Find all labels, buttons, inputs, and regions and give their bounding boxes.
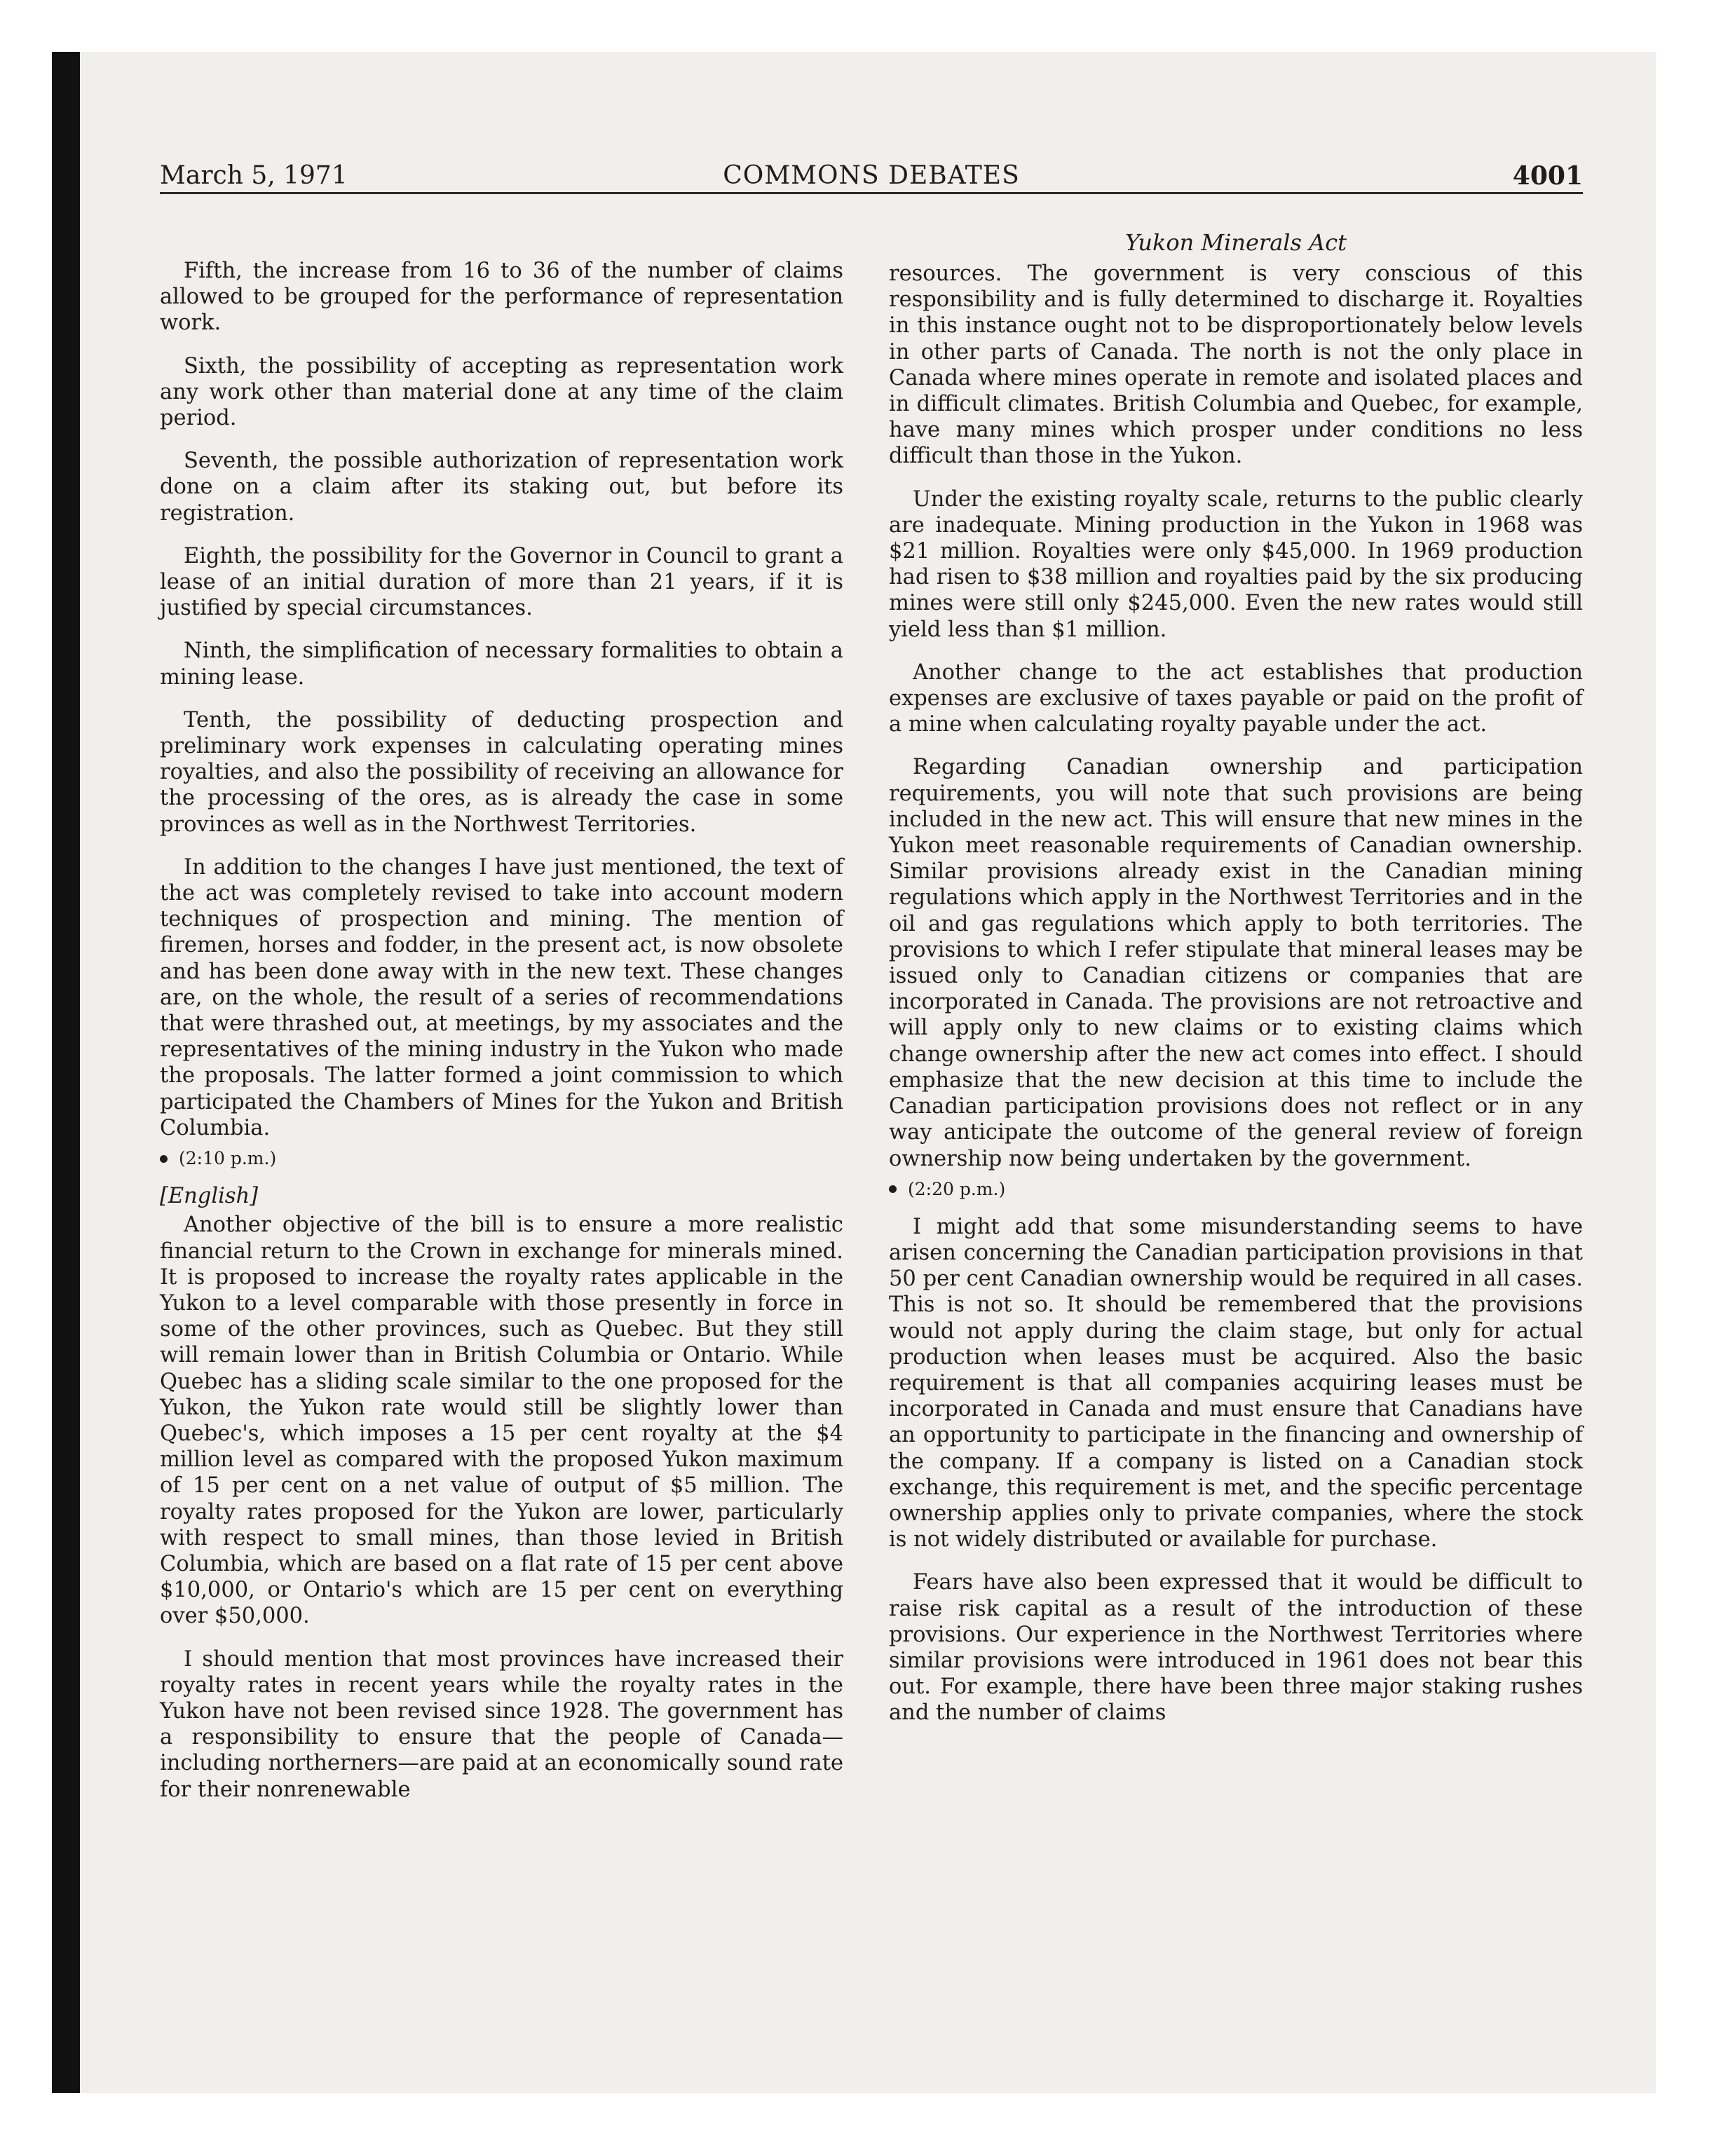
language-tag: [English]	[160, 1184, 259, 1209]
paragraph: Seventh, the possible authorization of representation work done on a claim after its staking out, but before its registration.	[160, 449, 843, 526]
timestamp-text: (2:20 p.m.)	[908, 1178, 1006, 1199]
paragraph: Fears have also been expressed that it would be difficult to raise risk capital as a result of the introduction of these provisions. Our experience in the Northwest Territories where similar provisions were introduced in 1961 does not bear this out. For example, there have been three major staking rushes and the number of claims	[889, 1570, 1583, 1726]
timestamp-marker	[889, 1178, 1583, 1201]
paragraph: Under the existing royalty scale, returns to the public clearly are inadequate. Mining production in the Yukon in 1968 was $21 million. Royalties were only $45,000. In 1969 production had risen to $38 million and royalties paid by the six producing mines were still only $245,000. Even the new rates would still yield less than $1 million.	[889, 486, 1583, 642]
header-publication: COMMONS DEBATES	[723, 161, 1020, 190]
right-column	[889, 228, 1583, 1726]
left-column	[160, 258, 843, 1803]
binding-edge	[52, 52, 80, 2093]
bullet-icon	[889, 1185, 897, 1193]
paragraph: I should mention that most provinces have increased their royalty rates in recent years while the royalty rates in the Yukon have not been revised since 1928. The government has a responsibility to ensure that the people of Canada—including northerners—are paid at an economically sound rate for their nonrenewable	[160, 1646, 843, 1802]
paragraph: Regarding Canadian ownership and participation requirements, you will note that such provisions are being included in the new act. This will ensure that new mines in the Yukon meet reasonable requirements of Canadian ownership. Similar provisions already exist in the Canadian mining regulations which apply in the Northwest Territories and in the oil and gas regulations which apply to both territories. The provisions to which I refer stipulate that mineral leases may be issued only to Canadian citizens or companies that are incorporated in Canada. The provisions are not retroactive and will apply only to new claims or to existing claims which change ownership after the new act comes into effect. I should emphasize that the new decision at this time to include the Canadian participation provisions does not reflect or in any way anticipate the outcome of the general review of foreign ownership now being undertaken by the government.	[889, 755, 1583, 1171]
paragraph: Another change to the act establishes that production expenses are exclusive of taxes payable or paid on the profit of a mine when calculating royalty payable under the act.	[889, 660, 1583, 737]
timestamp-marker	[160, 1147, 843, 1171]
bullet-icon	[160, 1155, 168, 1163]
page-content	[160, 160, 1583, 1926]
paragraph: Another objective of the bill is to ensure a more realistic financial return to the Crown in exchange for minerals mined. It is proposed to increase the royalty rates applicable in the Yukon to a level comparable with those presently in force in some of the other provinces, such as Quebec. But they still will remain lower than in British Columbia or Ontario. While Quebec has a sliding scale similar to the one proposed for the Yukon, the Yukon rate would still be slightly lower than Quebec's, which imposes a 15 per cent royalty at the $4 million level as compared with the proposed Yukon maximum of 15 per cent on a net value of output of $5 million. The royalty rates proposed for the Yukon are lower, particularly with respect to small mines, than those levied in British Columbia, which are based on a flat rate of 15 per cent above $10,000, or Ontario's which are 15 per cent on everything over $50,000.	[160, 1213, 843, 1629]
paragraph: Ninth, the simplification of necessary formalities to obtain a mining lease.	[160, 639, 843, 690]
paragraph-continuation: resources. The government is very conscious of this responsibility and is fully determined to discharge it. Royalties in this instance ought not to be disproportionately below levels in other parts of Canada. The north is not the only place in Canada where mines operate in remote and isolated places and in difficult climates. British Columbia and Quebec, for example, have many mines which prosper under conditions no less difficult than those in the Yukon.	[889, 261, 1583, 469]
paragraph: In addition to the changes I have just mentioned, the text of the act was completely revised to take into account modern techniques of prospection and mining. The mention of firemen, horses and fodder, in the present act, is now obsolete and has been done away with in the new text. These changes are, on the whole, the result of a series of recommendations that were thrashed out, at meetings, by my associates and the representatives of the mining industry in the Yukon who made the proposals. The latter formed a joint commission to which participated the Chambers of Mines for the Yukon and British Columbia.	[160, 854, 843, 1140]
paragraph: Tenth, the possibility of deducting prospection and preliminary work expenses in calculating operating mines royalties, and also the possibility of receiving an allowance for the processing of the ores, as is already the case in some provinces as well as in the Northwest Territories.	[160, 707, 843, 837]
header-date: March 5, 1971	[160, 161, 348, 190]
paragraph: Eighth, the possibility for the Governor in Council to grant a lease of an initial duration of more than 21 years, if it is justified by special circumstances.	[160, 543, 843, 621]
timestamp-text: (2:10 p.m.)	[179, 1148, 277, 1169]
paragraph: I might add that some misunderstanding seems to have arisen concerning the Canadian participation provisions in that 50 per cent Canadian ownership would be required in all cases. This is not so. It should be remembered that the provisions would not apply during the claim stage, but only for actual production when leases must be acquired. Also the basic requirement is that all companies acquiring leases must be incorporated in Canada and must ensure that Canadians have an opportunity to participate in the financing and ownership of the company. If a company is listed on a Canadian stock exchange, this requirement is met, and the specific percentage ownership applies only to private companies, where the stock is not widely distributed or available for purchase.	[889, 1214, 1583, 1553]
paragraph: Sixth, the possibility of accepting as representation work any work other than material done at any time of the claim period.	[160, 353, 843, 431]
header-page-number: 4001	[1512, 161, 1583, 191]
section-title: Yukon Minerals Act	[1124, 229, 1347, 256]
running-header	[160, 160, 1583, 194]
paragraph: Fifth, the increase from 16 to 36 of the number of claims allowed to be grouped for the performance of representation work.	[160, 259, 843, 336]
